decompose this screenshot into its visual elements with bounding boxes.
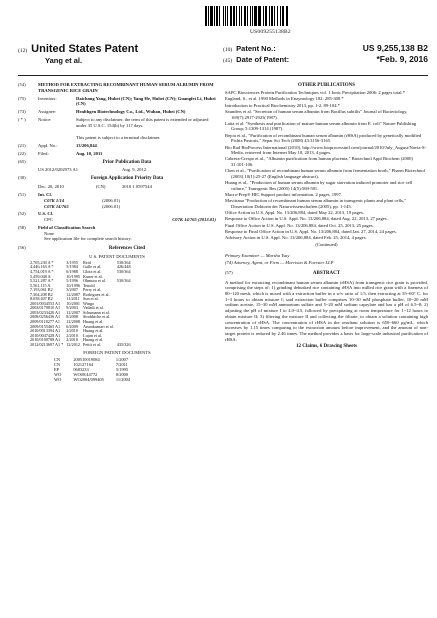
ref-number: WO2004/099405 [73, 376, 104, 382]
other-pubs-heading: OTHER PUBLICATIONS [297, 83, 355, 88]
date-label: Date of Patent: [236, 55, 290, 64]
list-item: Bio Rad BioProcess International (2010), http://www.bioprocessintl.com/journal/2010/July_August/Navia-S-Media, retrieved from Internet May 10, 2013, 4 pages. [225, 144, 427, 156]
assignee-value: Healthgen Biotechnology Co., Ltd., Wuhan, Hubei (CN) [76, 109, 186, 115]
primary-examiner: Primary Examiner — Marsha Tsay [225, 253, 290, 259]
list-item: Saunders et al. "Secretion of human serum albumin from Bacillus subtilis" Journal of Bacteriology, 169(7):2917-2925(1987). [225, 108, 408, 120]
ref-class: 435/326 [116, 341, 131, 347]
prior-pub-number: US 2012/0202973 A1 [38, 166, 79, 172]
ref-number: 2,705,230 A * [30, 259, 54, 265]
ref-class: 426/448 [116, 264, 131, 270]
uscl-label: U.S. Cl. [38, 211, 54, 217]
list-item: Final Office Action in U.S. Appl. No. 13/206,884, dated Oct. 25, 2013, 25 pages. [225, 222, 374, 228]
notice-text: Subject to any disclaimer, the term of this patent is extended or adjusted under 35 U.S.C. 154(b) by 117 days. [76, 117, 209, 129]
ref-number: 5,459,048 A [30, 273, 51, 279]
list-item: Bejou et al., "Purification of recombinant human serum albumin (rHSA) produced by genetically modified Pichia Pastoris," Separ Sci Tech (2008) 43:3156-3165. [225, 132, 422, 144]
foreign-refs-table [54, 357, 142, 382]
ref-date: 2/2010 [66, 328, 78, 334]
search-label: Field of Classification Search [38, 224, 96, 230]
ref-name: Lujan et al. [83, 332, 102, 338]
list-item: Chen et al., "Purification of recombinant human serum albumin from fermentation broth," Pharm Biotechnol (2003) 10(1):25-27 (English language abstract). [225, 168, 425, 180]
refs-field [18, 245, 216, 253]
ref-name: Huang et al. [83, 318, 104, 324]
ref-date: 11/2011 [66, 296, 80, 302]
ref-name: Ohmura et al. [83, 278, 106, 284]
ref-number: 200510019084 [73, 356, 100, 362]
foreign-date: Dec. 20, 2010 [38, 183, 64, 189]
ref-class: 530/364 [116, 259, 131, 265]
ref-date: 12/2007 [66, 309, 81, 315]
title-field [18, 82, 216, 93]
patent-no: US 9,255,138 B2 [362, 43, 428, 53]
ref-date: 1/2007 [115, 356, 129, 362]
abstract-text: A method for extracting recombinant human serum albumin (rHSA) from transgenic rice grain is provided, comprising the steps of: 1) grinding dehusked rice containing rHSA into milled rice grain with a fineness of 80~120 mesh, which is mixed with a extraction buffer in a w/v ratio of 1:5, then extracting at 55~60° C. for 1~3 hours to obtain mixture I; said extraction buffer comprises 10~30 mM phosphate buffer, 10~20 mM sodium acetate, 15~30 mM ammonium sulfate and 5~20 mM sodium caprylate and has a pH of 6.5~8; 2) adjusting the pH of mixture I to 4.0~4.5, followed by precipitating at room temperature for 1~12 hours to obtain mixture II; 3) filtering the mixture II and collecting the filtrate, to obtain a solution containing high concentration of rHSA. The concentration of rHSA in the resultant solution is 650~660 μg/mL, which increases by 1.15 times comparing to the extraction amount before improvement, and the amount of non-target protein is reduced by 2.46 times. The method provides a basis for large-scale industrial purification of rHSA. [225, 279, 428, 342]
ref-number: 2008/0256436 A1 [30, 314, 61, 320]
continued-note: (Continued) [315, 241, 338, 247]
cpc-label: CPC [44, 217, 53, 223]
ref-date: 6/1988 [66, 268, 78, 274]
ref-name: Arumkumari et al. [83, 323, 114, 329]
other-pubs-list [225, 90, 428, 241]
appl-field [18, 143, 216, 149]
search-field [18, 225, 216, 231]
biblio-column [18, 82, 216, 382]
ref-number: 7,193,061 B2 [30, 287, 53, 293]
ref-number: 2009/0155465 A1 [30, 323, 61, 329]
ref-date: 12/2012 [66, 341, 81, 347]
ref-name: Reid [83, 259, 91, 265]
list-item: Macro-Prep® HIC Support product information, 2 pages, 1997. [225, 192, 343, 198]
assignee-code: (73) [18, 109, 26, 115]
foreign-refs-heading: FOREIGN PATENT DOCUMENTS [83, 350, 151, 356]
ref-country: CN [54, 356, 61, 362]
barcode-number: US009255138B2 [250, 29, 291, 35]
ref-name: Glotz et al. [83, 268, 102, 274]
inventors-value: Daichang Yang, Hubei (CN); Yang He, Hubei (CN); Guangfei Li, Hubei (CN) [76, 95, 216, 107]
ref-name: Schumann et al. [83, 309, 110, 315]
list-item: Response to Office Action in U.S. Appl. No. 13/206,884, dated Aug. 22, 2013, 27 pages. [225, 216, 388, 222]
header-right [223, 43, 428, 64]
inventors-short: Yang et al. [45, 56, 83, 65]
terminal-disclaimer: This patent is subject to a terminal disclaimer. [76, 134, 161, 140]
ref-date: 2/2010 [66, 332, 78, 338]
appl-code: (21) [18, 142, 26, 148]
ref-date: 5/1995 [115, 366, 129, 372]
abstract-heading-row [225, 270, 428, 278]
foreign-code: (30) [18, 175, 26, 181]
ref-class: 530/364 [116, 268, 131, 274]
ref-number: 2010/0013394 A1 [30, 328, 61, 334]
abstract-heading: ABSTRACT [312, 271, 341, 277]
notice-code: ( * ) [18, 117, 26, 123]
ref-date: 5/1996 [66, 278, 78, 284]
ref-country: WO [54, 376, 62, 382]
filed-value: Aug. 10, 2011 [76, 150, 103, 156]
filed-label: Filed: [38, 150, 49, 156]
foreign-field [18, 175, 216, 183]
ref-date: 10/1996 [66, 282, 81, 288]
patent-no-label: Patent No.: [236, 44, 276, 53]
foreign-number: 2010 1 0597544 [122, 183, 152, 189]
list-item: SAPC Biosciences Protein Purification Techniques vol. 1 Ionic Precipitation 2006: 2 pages total.* [225, 90, 405, 96]
ref-date: 3/2007 [66, 287, 78, 293]
intcl-class: C07K 1/14 [44, 198, 65, 204]
list-item: Mavitrana "Production of recombinant human serum albumin in transgenic plants and plant cells," Dissertation Doktorin der Naturwissenschaften (2005), pp. 1-145. [225, 198, 406, 210]
ref-name: Huang et al. [83, 337, 104, 343]
ref-name: Strobbiche et al. [83, 314, 111, 320]
ref-date: 10/1995 [66, 273, 81, 279]
ref-number: WO00/44772 [73, 371, 98, 377]
examiner-block [225, 253, 428, 265]
intcl-class: C07K 14/765 [44, 203, 69, 209]
intcl-version: (2006.01) [102, 198, 120, 204]
notice-value [76, 117, 216, 140]
inventors-label: Inventors: [38, 95, 57, 101]
filed-code: (22) [18, 150, 26, 156]
table-row [30, 343, 134, 348]
search-code: (58) [18, 224, 26, 230]
ref-date: 2/2010 [66, 337, 78, 343]
ref-country: CN [54, 361, 61, 367]
ref-number: 2010/0100708 A1 [30, 337, 61, 343]
intcl-code: (51) [18, 192, 26, 198]
barcode [205, 6, 365, 26]
ref-date: 12/2008 [66, 318, 81, 324]
prior-pub-heading: Prior Publication Data [102, 159, 152, 165]
ref-date: 3/1955 [66, 259, 78, 265]
notice-field [18, 117, 216, 140]
list-item: Cabrera-Crespo et al., "Albumin purification from human placenta," Biotechnol Appl Biochem (2000) 31:101-106. [225, 156, 413, 168]
us-refs-table [30, 261, 134, 347]
intcl-version: (2006.01) [102, 203, 120, 209]
list-item: Latta et al. "Synthesis and purification of mature human serum albumin from E. coli" Nature Publishing Group; 5:1309-1314 (1987). [225, 120, 417, 132]
ref-date: 11/2004 [115, 376, 131, 382]
ref-name: Pettit et al. [83, 341, 102, 347]
prior-pub-row [38, 167, 216, 173]
doc-type-code: (12) [18, 48, 28, 54]
inventors-code: (75) [18, 95, 26, 101]
ref-date: 12/2007 [66, 291, 81, 297]
inventors-field [18, 96, 216, 107]
foreign-country: (CN) [96, 183, 106, 189]
ref-date: 9/2003 [66, 305, 78, 311]
ref-number: 8,058,407 B2 [30, 296, 53, 302]
date-code: (45) [223, 58, 233, 64]
ref-number: 5,561,115 A [30, 282, 51, 288]
ref-date: 7/2011 [115, 361, 128, 367]
doc-type: United States Patent [31, 43, 139, 55]
ref-number: 0683233 [73, 366, 89, 372]
abstract-code: (57) [225, 270, 233, 276]
uscl-code: (52) [18, 211, 26, 217]
intcl-row-1 [44, 204, 216, 210]
prior-pub-code: (65) [18, 158, 26, 164]
assignee-label: Assignee: [38, 109, 57, 115]
claims-summary: 12 Claims, 6 Drawing Sheets [296, 344, 357, 350]
ref-name: Sun et al. [83, 296, 99, 302]
ref-number: 4,754,019 A * [30, 268, 54, 274]
ref-name: Kuner et al. [83, 273, 103, 279]
ref-name: Wingo [83, 300, 95, 306]
search-none: None [44, 230, 54, 236]
cpc-value: C07K 14/765 (2013.01) [172, 217, 216, 223]
filed-field [18, 151, 216, 157]
ref-number: 2009/0118277 A1 [30, 318, 60, 324]
table-row [54, 377, 142, 382]
ref-date: 10/2001 [66, 300, 81, 306]
ref-name: Galle et al. [83, 264, 102, 270]
ref-number: 4,446,163 A * [30, 264, 54, 270]
ref-number: 102127164 [73, 361, 94, 367]
list-item: Introduction to Practical Biochemistry 2013, pp. 1-2, 89-104.* [225, 102, 340, 108]
foreign-heading: Foreign Application Priority Data [90, 176, 164, 182]
assignee-field [18, 109, 216, 115]
search-note: See application file for complete search history. [44, 236, 132, 242]
ref-name: Vedadi et al. [83, 305, 104, 311]
ref-class: 530/364 [116, 278, 131, 284]
ref-number: 2012/0213697 A1 * [30, 341, 64, 347]
title-code: (54) [18, 82, 26, 87]
patent-date: *Feb. 9, 2016 [376, 54, 428, 64]
ref-date: 6/2009 [66, 323, 78, 329]
ref-name: Huang et al. [83, 328, 104, 334]
ref-number: 5,521,287 A * [30, 278, 54, 284]
ref-number: 2003/0233420 A1 [30, 309, 61, 315]
list-item: Response to Final Office Action in U.S. Appl. No. 13/206,884, dated Jan. 27, 2014, 24 pages. [225, 228, 397, 234]
attorney: (74) Attorney, Agent, or Firm — Morrison & Foerster LLP [225, 259, 334, 265]
ref-number: 2003/0170810 A1 [30, 305, 61, 311]
right-column [225, 82, 428, 350]
ref-name: Rodriguez et al. [83, 291, 110, 297]
prior-pub-date: Aug. 9, 2012 [122, 166, 146, 172]
header-rule [18, 75, 428, 76]
refs-code: (56) [18, 244, 26, 250]
patent-no-code: (10) [223, 47, 233, 53]
ref-date: 5/1984 [66, 264, 78, 270]
list-item: England, S., et al. 1990 Methods in Enzymology 182: 285-300.* [225, 96, 344, 102]
ref-country: WO [54, 371, 62, 377]
foreign-row [38, 184, 216, 190]
uscl-row [44, 217, 216, 223]
ref-name: Perry et al. [83, 287, 102, 293]
patent-title: METHOD FOR EXTRACTING RECOMBINANT HUMAN SERUM ALBUMIN FROM TRANSGENIC RICE GRAIN [38, 82, 214, 93]
ref-number: 7,304,208 B2 [30, 291, 53, 297]
ref-number: 2010/0047428 A1 [30, 332, 61, 338]
prior-pub-field [18, 159, 216, 167]
ref-date: 8/2000 [115, 371, 129, 377]
list-item: Office Action in U.S. Appl. No. 13/206,884, dated May 22, 2013, 19 pages. [225, 210, 364, 216]
ref-country: EP [54, 366, 60, 372]
ref-name: Tenold [83, 282, 95, 288]
intcl-label: Int. Cl. [38, 192, 52, 198]
us-refs-heading: U.S. PATENT DOCUMENTS [89, 254, 145, 260]
ref-number: 2001/0034553 A1 [30, 300, 61, 306]
list-item: Huang et al., "Production of human serum albumin by sugar starvation induced promoter and rice cell culture," Transgenic Res (2005) 14(5):569-581. [225, 180, 413, 191]
refs-heading: References Cited [108, 245, 146, 251]
list-item: Advisory Action in U.S. Appl. No. 13/206,884, dated Feb. 25, 2014, 4 pages. [225, 235, 367, 241]
appl-value: 13/206,844 [76, 142, 97, 148]
notice-label: Notice: [38, 117, 52, 123]
ref-date: 8/2008 [66, 314, 78, 320]
header-left [18, 43, 138, 65]
appl-label: Appl. No.: [38, 142, 58, 148]
